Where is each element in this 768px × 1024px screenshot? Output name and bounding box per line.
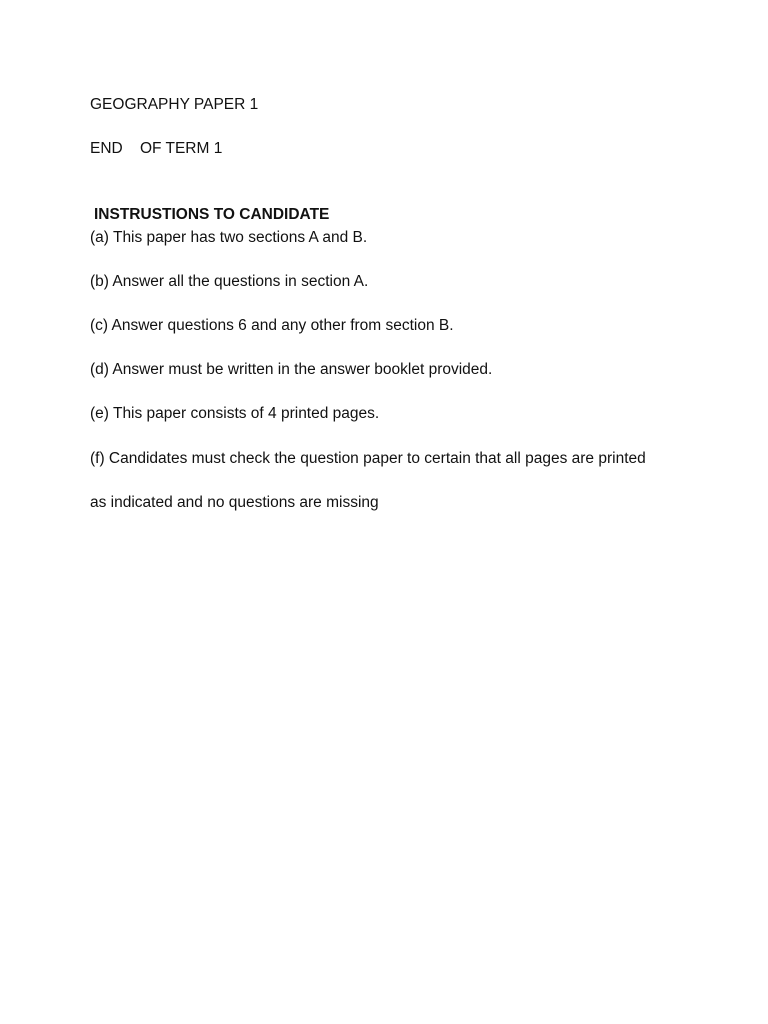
- instruction-e: (e) This paper consists of 4 printed pages.: [90, 405, 380, 422]
- instructions-heading: INSTRUSTIONS TO CANDIDATE: [94, 206, 330, 223]
- term-label: END OF TERM 1: [90, 140, 223, 157]
- instruction-b: (b) Answer all the questions in section A.: [90, 273, 369, 290]
- instruction-f-continued: as indicated and no questions are missing: [90, 494, 379, 511]
- instruction-c: (c) Answer questions 6 and any other from section B.: [90, 317, 454, 334]
- instruction-d: (d) Answer must be written in the answer booklet provided.: [90, 361, 493, 378]
- paper-title: GEOGRAPHY PAPER 1: [90, 96, 259, 113]
- instruction-a: (a) This paper has two sections A and B.: [90, 229, 368, 246]
- instruction-f: (f) Candidates must check the question paper to certain that all pages are printed: [90, 450, 646, 467]
